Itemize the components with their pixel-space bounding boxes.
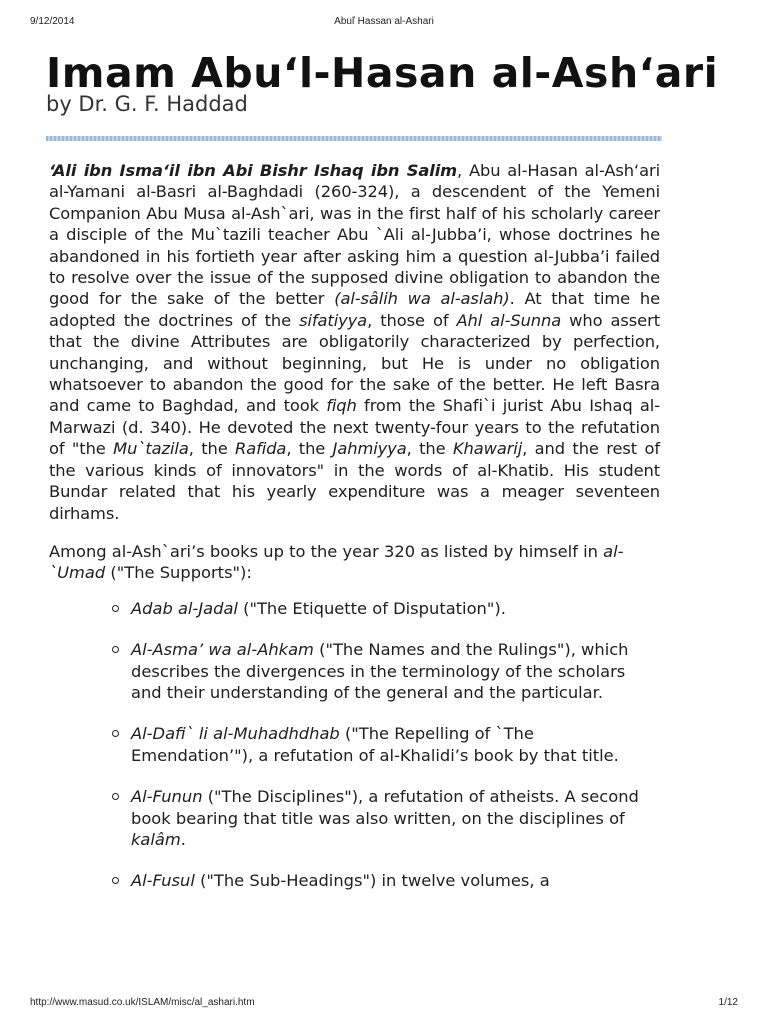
book-description: ("The Etiquette of Disputation"). [237,598,506,618]
list-item [131,870,660,891]
hollow-bullet-icon [112,646,119,653]
list-item [131,598,660,619]
book-list [49,598,660,892]
list-item [131,723,660,766]
hollow-bullet-icon [112,730,119,737]
book-title: Al-Fusul [131,871,195,891]
page-number: 1/12 [718,997,738,1008]
text-span: Among al-Ash`ari’s books up to the year 320 as listed by himself in [49,541,604,561]
book-title: Al-Dafi` li al-Muhadhdhab [131,724,340,744]
list-item [131,639,660,703]
book-title: Al-Funun [131,787,203,807]
text-span: , those of [367,310,457,330]
text-span: . [180,829,186,849]
italic-term: Rafida [235,439,287,459]
text-span: from the Shafi`i jurist Abu Ishaq al-Marwazi (d. 340). He devoted the next twenty-four years to the refutation of "the [49,396,660,459]
italic-term: fiqh [326,396,357,416]
book-title: Adab al-Jadal [131,598,238,618]
article-title: Imam Abu‘l-Hasan al-Ash‘ari [46,49,719,97]
text-span: , the [286,439,333,459]
text-span: . At that time he adopted the doctrines of the [49,289,660,330]
book-title: Al-Asma’ wa al-Ahkam [131,640,314,660]
italic-term: al-`Umad [49,541,624,583]
text-span: , Abu al-Hasan al-Ash‘ari al-Yamani al-Basri al-Baghdadi (260-324), a descendent of the Yemeni Companion Abu Musa al-Ash`ari, was in the first half of his scholarly career a disciple of the Mu`tazili teacher Abu `Ali al-Jubba’i, whose doctrines he abandoned in his fortieth year after asking him a question al-Jubba’i failed to resolve over the issue of the supposed divine obligation to abandon the good for the sake of the better [49,161,660,309]
article-body [49,160,660,912]
print-footer [30,997,738,1011]
text-span: who assert that the divine Attributes are obligatorily characterized by perfection, unchanging, and without beginning, but He is under no obligation whatsoever to abandon the good for the sake of the better. He left Basra and came to Baghdad, and took [49,310,660,416]
biography-paragraph [49,160,660,524]
italic-term: kalâm [131,829,181,849]
book-description: ("The Sub-Headings") in twelve volumes, a [194,871,550,891]
text-span: , the [406,439,453,459]
title-divider [46,136,662,141]
full-name: ‘Ali ibn Isma‘il ibn Abi Bishr Ishaq ibn Salim [49,161,458,180]
text-span: ("The Supports"): [105,563,252,583]
book-description: ("The Disciplines"), a refutation of atheists. A second book bearing that title was also written, on the disciplines of [131,787,639,828]
italic-term: Jahmiyya [332,439,407,459]
books-intro-paragraph [49,541,660,584]
italic-term: Ahl al-Sunna [456,310,562,330]
hollow-bullet-icon [112,605,119,612]
print-header [30,16,738,30]
print-page-title: Abuľ Hassan al-Ashari [334,16,434,27]
text-span: , the [188,439,236,459]
book-description: ("The Names and the Rulings"), which describes the divergences in the terminology of the scholars and their understanding of the general and the particular. [131,640,629,702]
book-description: ("The Repelling of `The Emendation’"), a refutation of al-Khalidi’s book by that title. [131,724,619,765]
hollow-bullet-icon [112,877,119,884]
print-date: 9/12/2014 [30,16,75,27]
text-span: , and the rest of the various kinds of innovators" in the words of al-Khatib. His student Bundar related that his yearly expenditure was a meager seventeen dirhams. [49,439,660,523]
italic-term: Khawarij [452,439,523,459]
italic-term: sifatiyya [299,310,368,330]
source-url: http://www.masud.co.uk/ISLAM/misc/al_ashari.htm [30,997,255,1008]
italic-term: Mu`tazila [113,439,189,459]
hollow-bullet-icon [112,793,119,800]
article-byline: by Dr. G. F. Haddad [46,92,248,116]
list-item [131,786,660,850]
italic-term: (al-sâlih wa al-aslah) [334,289,510,309]
